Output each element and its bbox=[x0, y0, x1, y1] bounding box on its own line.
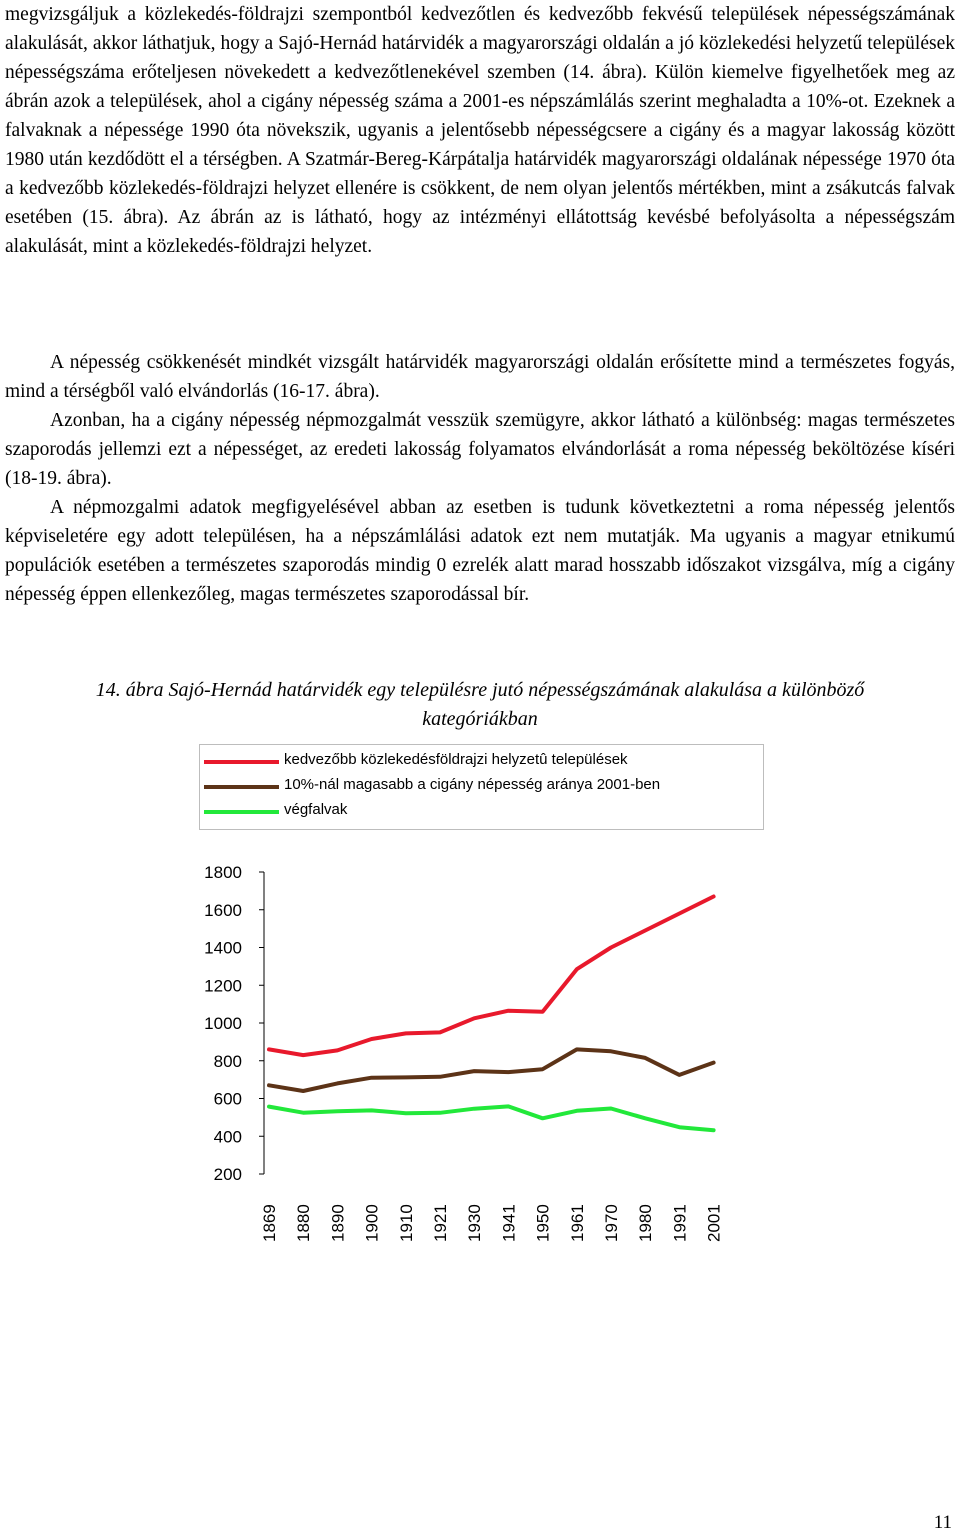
x-tick-label: 1970 bbox=[602, 1204, 621, 1242]
x-tick-label: 1890 bbox=[328, 1204, 348, 1242]
y-tick-label: 800 bbox=[213, 1051, 242, 1071]
y-tick-label: 600 bbox=[213, 1089, 242, 1109]
x-tick-label: 1980 bbox=[636, 1204, 656, 1242]
x-tick-label: 1880 bbox=[294, 1204, 314, 1242]
x-tick-label: 1941 bbox=[499, 1204, 519, 1242]
y-tick-label: 400 bbox=[213, 1127, 242, 1147]
x-tick-label: 1921 bbox=[431, 1204, 450, 1242]
x-tick-label: 1869 bbox=[260, 1204, 279, 1242]
x-tick-label: 1900 bbox=[362, 1204, 382, 1242]
x-tick-label: 1930 bbox=[465, 1204, 485, 1242]
y-tick-label: 1400 bbox=[204, 938, 242, 958]
legend-label-favourable: kedvezőbb közlekedésföldrajzi helyzetû települések bbox=[284, 751, 628, 768]
body-paragraph-3: Azonban, ha a cigány népesség népmozgalmát vesszük szemügyre, akkor látható a különbség: magas természetes szaporodás jellemzi ezt a népességet, az eredeti lakosság folyamatos elvándorlását a roma népesség beköltözése kíséri (18-19. ábra). bbox=[5, 410, 955, 489]
series-line-2 bbox=[269, 1106, 714, 1130]
y-tick-label: 200 bbox=[213, 1165, 242, 1184]
figure-caption: 14. ábra Sajó-Hernád határvidék egy településre jutó népességszámának alakulása a különböző kategóriákban bbox=[95, 679, 865, 730]
x-tick-label: 1961 bbox=[567, 1204, 587, 1242]
legend-label-deadend: végfalvak bbox=[284, 801, 348, 818]
body-paragraph-4: A népmozgalmi adatok megfigyelésével abban az esetben is tudunk következtetni a roma népesség jelentős képviseletére egy adott településen, ha a népszámlálási adatok ezt nem mutatják. Ma ugyanis a magyar etnikumú populációk esetében a természetes szaporodás mindig 0 ezrelék alatt marad hosszabb időszakot vizsgálva, míg a cigány népesség éppen ellenkezőleg, magas természetes szaporodással bír. bbox=[5, 497, 955, 605]
y-tick-label: 1600 bbox=[204, 900, 242, 920]
page-number: 11 bbox=[933, 1512, 952, 1533]
x-tick-label: 1991 bbox=[670, 1204, 690, 1242]
x-tick-label: 2001 bbox=[704, 1204, 724, 1242]
series-line-1 bbox=[269, 1049, 714, 1091]
x-tick-label: 1910 bbox=[396, 1204, 416, 1242]
y-tick-label: 1000 bbox=[204, 1014, 242, 1033]
y-tick-label: 1800 bbox=[204, 863, 242, 882]
x-tick-label: 1950 bbox=[533, 1204, 553, 1242]
body-paragraph-2: A népesség csökkenését mindkét vizsgált határvidék magyarországi oldalán erősítette mind a természetes fogyás, mind a térségből való elvándorlás (16-17. ábra). bbox=[5, 352, 955, 402]
y-tick-label: 1200 bbox=[204, 976, 242, 996]
body-paragraph-1: megvizsgáljuk a közlekedés-földrajzi szempontból kedvezőtlen és kedvezőbb fekvésű települések népességszámának alakulását, akkor láthatjuk, hogy a Sajó-Hernád határvidék a magyarországi oldalán a jó közlekedési helyzetű települések népességszáma erőteljesen növekedett a kedvezőtlenekével szemben (14. ábra). Külön kiemelve figyelhetőek meg az ábrán azok a települések, ahol a cigány népesség száma a 2001-es népszámlálás szerint meghaladta a 10%-ot. Ezeknek a falvaknak a népessége 1990 óta növekszik, ugyanis a jelentősebb népességcsere a cigány és a magyar lakosság között 1980 után kezdődött el a térségben. A Szatmár-Bereg-Kárpátalja határvidék magyarországi oldalának népessége 1970 óta a kedvezőbb közlekedés-földrajzi helyzet ellenére is csökkent, de nem olyan jelentős mértékben, mint a zsákutcás falvak esetében (15. ábra). Az ábrán az is látható, hogy az intézményi ellátottság kevésbé befolyásolta a népességszám alakulását, mint a közlekedés-földrajzi helyzet. bbox=[5, 4, 955, 257]
legend-label-roma: 10%-nál magasabb a cigány népesség aránya 2001-ben bbox=[284, 776, 661, 793]
series-line-0 bbox=[269, 897, 714, 1056]
